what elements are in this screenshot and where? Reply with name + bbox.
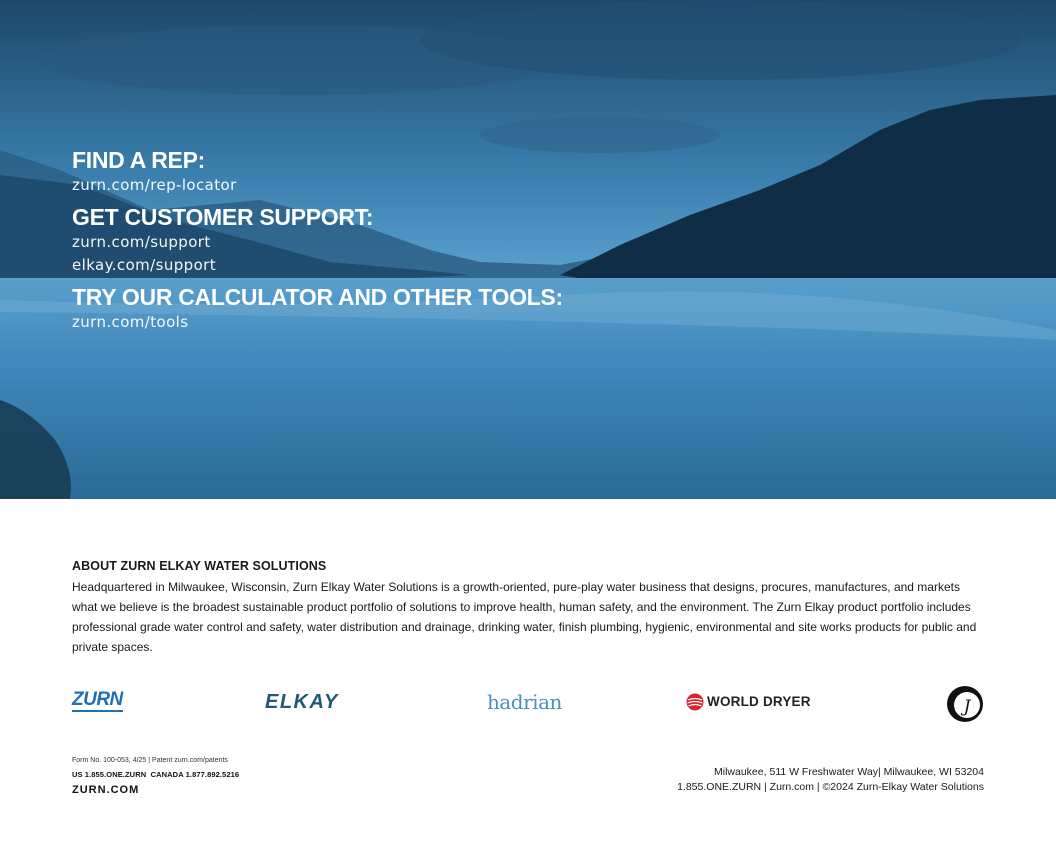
hero-links: [72, 146, 563, 340]
elkay-logo: [265, 691, 339, 713]
rep-locator-link[interactable]: zurn.com/rep-locator: [72, 176, 237, 194]
about-title: ABOUT ZURN ELKAY WATER SOLUTIONS: [72, 559, 327, 573]
customer-support-heading: GET CUSTOMER SUPPORT:: [72, 204, 374, 230]
elkay-logo-text: ELKAY: [265, 691, 339, 713]
elkay-support-link[interactable]: elkay.com/support: [72, 256, 216, 274]
find-a-rep-heading: FIND A REP:: [72, 147, 205, 173]
footer-right: [677, 765, 984, 795]
hadrian-logo-text: hadrian: [487, 690, 562, 714]
tools-section: [72, 283, 563, 334]
world-dryer-logo: [686, 692, 811, 712]
find-a-rep-section: [72, 146, 563, 197]
about-text: Headquartered in Milwaukee, Wisconsin, Zurn Elkay Water Solutions is a growth-oriented, pure-play water business that designs, procures, manufactures, and markets what we believe is the broadest sustainable product portfolio of solutions to improve health, human safety, and the environment. The Zurn Elkay product portfolio includes professional grade water control and safety, water distribution and drainage, drinking water, finish plumbing, hygienic, environmental and site works products for public and private spaces.: [72, 580, 977, 654]
jc-seal-icon: [945, 684, 985, 724]
jc-seal-mark: J: [963, 697, 971, 717]
canada-phone: CANADA 1.877.892.5216: [150, 770, 240, 779]
contact-line: 1.855.ONE.ZURN | Zurn.com | ©2024 Zurn-Elkay Water Solutions: [677, 781, 984, 793]
tools-heading: TRY OUR CALCULATOR AND OTHER TOOLS:: [72, 284, 563, 310]
about-section: [72, 558, 984, 657]
us-phone: US 1.855.ONE.ZURN: [72, 770, 147, 779]
footer-left: [72, 756, 239, 796]
hadrian-logo: [487, 690, 562, 714]
phone-numbers: [72, 770, 239, 780]
address: Milwaukee, 511 W Freshwater Way| Milwaukee, WI 53204: [714, 766, 984, 778]
zurn-website[interactable]: ZURN.COM: [72, 784, 140, 796]
world-dryer-logo-text: WORLD DRYER: [707, 694, 811, 709]
world-dryer-globe-icon: [686, 693, 704, 711]
zurn-logo-text: ZURN: [72, 689, 123, 710]
jc-seal-logo: [945, 684, 985, 724]
zurn-support-link[interactable]: zurn.com/support: [72, 233, 211, 251]
tools-link[interactable]: zurn.com/tools: [72, 313, 189, 331]
customer-support-section: [72, 203, 563, 277]
zurn-logo: [72, 690, 123, 712]
form-number: Form No. 100-053, 4/25 | Patent zurn.com/patents: [72, 757, 228, 764]
